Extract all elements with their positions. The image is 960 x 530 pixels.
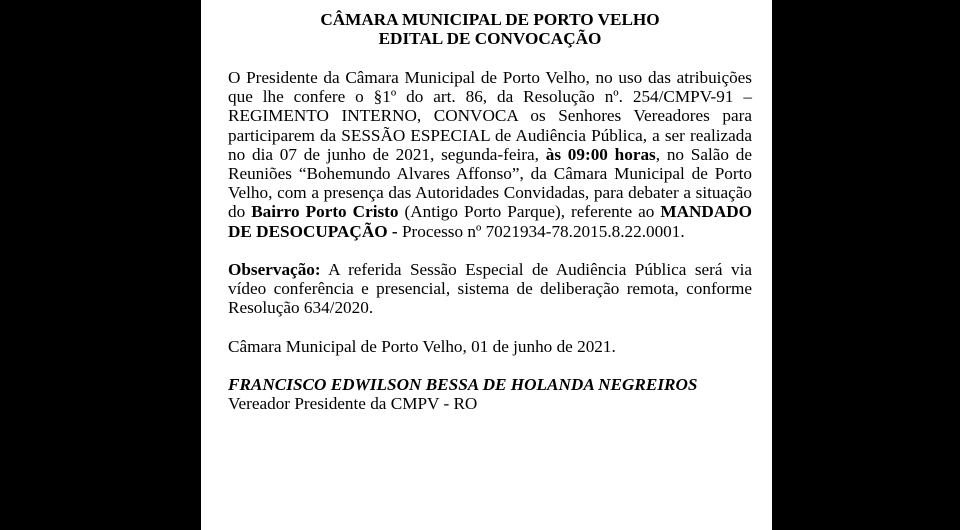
document-page <box>201 0 772 530</box>
observation-text: A referida Sessão Especial de Audiência Pública será via vídeo conferência e presencial, sistema de deliberação remota, conforme Resolução 634/2020. <box>228 260 752 318</box>
convocation-text-3: (Antigo Porto Parque), referente ao <box>398 202 661 222</box>
convocation-process: Processo nº 7021934-78.2015.8.22.0001. <box>397 221 685 241</box>
signature-name: FRANCISCO EDWILSON BESSA DE HOLANDA NEGREIROS <box>228 375 698 395</box>
document-content <box>228 10 752 414</box>
convocation-paragraph <box>228 68 752 241</box>
convocation-text-2: , no Salão de Reuniões “Bohemundo Alvares Affonso”, da Câmara Municipal de Porto Velho, com a presença das Autoridades Convidadas, para debater a situação do <box>228 144 752 222</box>
convocation-text-1: O Presidente da Câmara Municipal de Porto Velho, no uso das atribuições que lhe confere o §1º do art. 86, da Resolução nº. 254/CMPV-91 – REGIMENTO INTERNO, CONVOCA os Senhores Vereadores para participarem da SESSÃO ESPECIAL de Audiência Pública, a ser realizada no dia 07 de junho de 2021, segunda-feira, <box>228 68 752 164</box>
signature-role: Vereador Presidente da CMPV - RO <box>228 394 478 414</box>
observation-paragraph <box>228 260 752 318</box>
convocation-time: às 09:00 horas <box>545 144 656 164</box>
header-line-2: EDITAL DE CONVOCAÇÃO <box>378 29 602 49</box>
observation-label: Observação: <box>228 260 321 280</box>
convocation-order: MANDADO DE DESOCUPAÇÃO - <box>228 202 753 241</box>
date-line: Câmara Municipal de Porto Velho, 01 de junho de 2021. <box>228 336 616 356</box>
header-line-1: CÂMARA MUNICIPAL DE PORTO VELHO <box>320 10 660 29</box>
convocation-neighborhood: Bairro Porto Cristo <box>251 202 399 222</box>
